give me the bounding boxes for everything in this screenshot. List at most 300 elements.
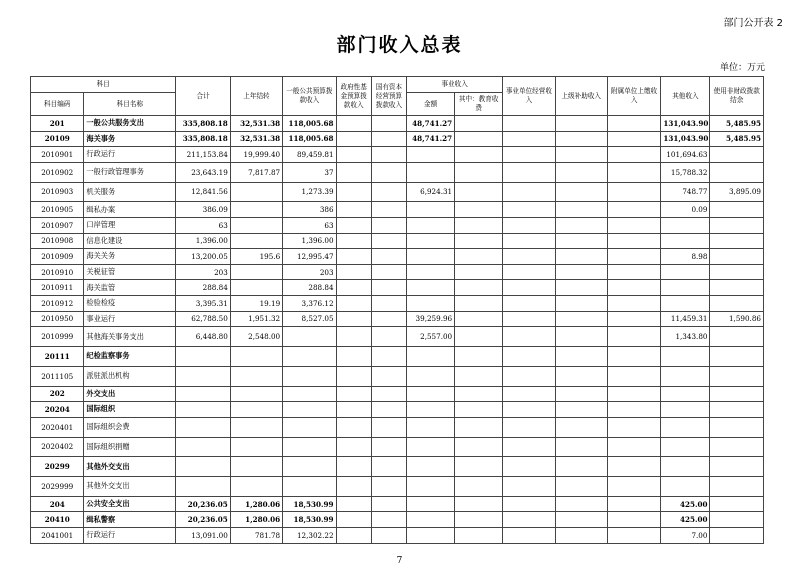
cell-business-unit-op <box>503 346 555 366</box>
cell-other-income <box>661 402 710 418</box>
cell-gov-fund <box>336 437 371 457</box>
cell-other-income: 7.00 <box>661 528 710 544</box>
cell-superior-subsidy <box>555 280 607 296</box>
cell-business-unit-op <box>503 202 555 218</box>
cell-affiliated <box>607 477 660 497</box>
cell-edu-fee <box>455 116 503 132</box>
cell-gov-fund <box>336 264 371 280</box>
cell-carryover <box>230 417 282 437</box>
cell-gov-fund <box>336 402 371 418</box>
cell-affiliated <box>607 116 660 132</box>
cell-code: 2029999 <box>31 477 84 497</box>
cell-non-fiscal <box>710 417 764 437</box>
cell-other-income <box>661 280 710 296</box>
cell-affiliated <box>607 402 660 418</box>
table-row <box>31 311 764 327</box>
cell-superior-subsidy <box>555 116 607 132</box>
cell-other-income <box>661 437 710 457</box>
cell-edu-fee <box>455 162 503 182</box>
header-carryover: 上年结转 <box>230 77 282 116</box>
table-row <box>31 477 764 497</box>
cell-gov-fund <box>336 528 371 544</box>
cell-state-capital <box>371 202 406 218</box>
cell-non-fiscal: 1,590.86 <box>710 311 764 327</box>
cell-amount <box>407 346 455 366</box>
cell-state-capital <box>371 528 406 544</box>
cell-edu-fee <box>455 147 503 163</box>
cell-superior-subsidy <box>555 217 607 233</box>
cell-edu-fee <box>455 182 503 202</box>
cell-gov-fund <box>336 327 371 347</box>
cell-business-unit-op <box>503 264 555 280</box>
cell-amount <box>407 280 455 296</box>
cell-business-unit-op <box>503 233 555 249</box>
table-row <box>31 280 764 296</box>
header-superior-subsidy: 上级补助收入 <box>555 77 607 116</box>
cell-gov-fund <box>336 217 371 233</box>
cell-code: 20299 <box>31 457 84 477</box>
cell-total: 203 <box>176 264 230 280</box>
cell-general-budget <box>283 327 336 347</box>
cell-superior-subsidy <box>555 147 607 163</box>
cell-state-capital <box>371 162 406 182</box>
cell-total: 386.09 <box>176 202 230 218</box>
cell-total <box>176 457 230 477</box>
cell-state-capital <box>371 386 406 402</box>
cell-general-budget <box>283 477 336 497</box>
cell-business-unit-op <box>503 477 555 497</box>
cell-total: 3,395.31 <box>176 295 230 311</box>
cell-non-fiscal <box>710 346 764 366</box>
cell-name: 外交支出 <box>84 386 176 402</box>
cell-edu-fee <box>455 217 503 233</box>
cell-superior-subsidy <box>555 131 607 147</box>
cell-affiliated <box>607 512 660 528</box>
cell-non-fiscal <box>710 162 764 182</box>
cell-code: 201 <box>31 116 84 132</box>
cell-non-fiscal <box>710 457 764 477</box>
cell-other-income: 0.09 <box>661 202 710 218</box>
cell-business-unit-op <box>503 182 555 202</box>
cell-superior-subsidy <box>555 202 607 218</box>
cell-non-fiscal <box>710 249 764 265</box>
cell-other-income <box>661 295 710 311</box>
cell-amount <box>407 402 455 418</box>
cell-name: 机关服务 <box>84 182 176 202</box>
cell-affiliated <box>607 386 660 402</box>
cell-edu-fee <box>455 233 503 249</box>
cell-code: 2010910 <box>31 264 84 280</box>
cell-general-budget: 12,302.22 <box>283 528 336 544</box>
cell-state-capital <box>371 217 406 233</box>
cell-superior-subsidy <box>555 528 607 544</box>
cell-affiliated <box>607 131 660 147</box>
cell-carryover <box>230 217 282 233</box>
cell-name: 国际组织捐赠 <box>84 437 176 457</box>
cell-name: 检验检疫 <box>84 295 176 311</box>
cell-carryover: 19,999.40 <box>230 147 282 163</box>
cell-state-capital <box>371 512 406 528</box>
cell-edu-fee <box>455 402 503 418</box>
header-state-capital: 国有资本经营预算拨款收入 <box>371 77 406 116</box>
cell-amount <box>407 528 455 544</box>
cell-edu-fee <box>455 249 503 265</box>
cell-amount <box>407 264 455 280</box>
cell-superior-subsidy <box>555 346 607 366</box>
cell-general-budget: 3,376.12 <box>283 295 336 311</box>
cell-general-budget: 18,530.99 <box>283 496 336 512</box>
header-total: 合计 <box>176 77 230 116</box>
cell-business-unit-op <box>503 327 555 347</box>
cell-other-income <box>661 457 710 477</box>
cell-other-income <box>661 233 710 249</box>
cell-superior-subsidy <box>555 437 607 457</box>
cell-code: 2010911 <box>31 280 84 296</box>
table-row <box>31 147 764 163</box>
table-row <box>31 386 764 402</box>
cell-superior-subsidy <box>555 162 607 182</box>
cell-business-unit-op <box>503 496 555 512</box>
cell-code: 2011105 <box>31 366 84 386</box>
cell-superior-subsidy <box>555 182 607 202</box>
cell-business-unit-op <box>503 402 555 418</box>
cell-total <box>176 417 230 437</box>
cell-carryover <box>230 264 282 280</box>
cell-general-budget <box>283 402 336 418</box>
cell-total: 335,808.18 <box>176 116 230 132</box>
cell-name: 信息化建设 <box>84 233 176 249</box>
header-affiliated: 附属单位上缴收入 <box>607 77 660 116</box>
cell-business-unit-op <box>503 217 555 233</box>
table-row <box>31 496 764 512</box>
cell-edu-fee <box>455 327 503 347</box>
table-row <box>31 346 764 366</box>
cell-total: 335,808.18 <box>176 131 230 147</box>
cell-general-budget: 18,530.99 <box>283 512 336 528</box>
cell-general-budget <box>283 457 336 477</box>
cell-business-unit-op <box>503 116 555 132</box>
cell-edu-fee <box>455 311 503 327</box>
cell-non-fiscal <box>710 402 764 418</box>
cell-code: 2010902 <box>31 162 84 182</box>
cell-state-capital <box>371 147 406 163</box>
cell-edu-fee <box>455 366 503 386</box>
cell-affiliated <box>607 202 660 218</box>
cell-other-income: 425.00 <box>661 512 710 528</box>
cell-business-unit-op <box>503 280 555 296</box>
cell-gov-fund <box>336 162 371 182</box>
cell-name: 缉私办案 <box>84 202 176 218</box>
cell-name: 海关关务 <box>84 249 176 265</box>
cell-name: 纪检监察事务 <box>84 346 176 366</box>
cell-affiliated <box>607 496 660 512</box>
cell-carryover <box>230 346 282 366</box>
unit-label: 单位：万元 <box>719 63 765 73</box>
cell-state-capital <box>371 402 406 418</box>
cell-name: 一般行政管理事务 <box>84 162 176 182</box>
cell-total: 1,396.00 <box>176 233 230 249</box>
cell-general-budget: 118,005.68 <box>283 116 336 132</box>
cell-carryover <box>230 202 282 218</box>
cell-superior-subsidy <box>555 457 607 477</box>
cell-non-fiscal <box>710 147 764 163</box>
cell-name: 海关监管 <box>84 280 176 296</box>
cell-superior-subsidy <box>555 233 607 249</box>
table-row <box>31 116 764 132</box>
cell-total: 211,153.84 <box>176 147 230 163</box>
cell-other-income: 425.00 <box>661 496 710 512</box>
table-row <box>31 295 764 311</box>
cell-business-unit-op <box>503 512 555 528</box>
cell-general-budget <box>283 366 336 386</box>
header-gov-fund: 政府性基金预算拨款收入 <box>336 77 371 116</box>
cell-amount <box>407 477 455 497</box>
cell-amount <box>407 162 455 182</box>
cell-edu-fee <box>455 496 503 512</box>
cell-total: 288.84 <box>176 280 230 296</box>
cell-business-unit-op <box>503 162 555 182</box>
cell-state-capital <box>371 311 406 327</box>
cell-carryover <box>230 457 282 477</box>
header-subject-code: 科目编码 <box>31 93 84 116</box>
cell-name: 行政运行 <box>84 528 176 544</box>
cell-non-fiscal <box>710 437 764 457</box>
cell-business-unit-op <box>503 147 555 163</box>
cell-gov-fund <box>336 512 371 528</box>
cell-code: 2010901 <box>31 147 84 163</box>
cell-superior-subsidy <box>555 249 607 265</box>
cell-affiliated <box>607 437 660 457</box>
cell-other-income: 131,043.90 <box>661 116 710 132</box>
table-row <box>31 437 764 457</box>
cell-non-fiscal <box>710 386 764 402</box>
cell-code: 20410 <box>31 512 84 528</box>
cell-gov-fund <box>336 131 371 147</box>
header-amount: 金额 <box>407 93 455 116</box>
cell-general-budget <box>283 386 336 402</box>
table-row <box>31 217 764 233</box>
cell-amount <box>407 295 455 311</box>
income-summary-table <box>30 76 764 544</box>
table-row <box>31 528 764 544</box>
cell-affiliated <box>607 233 660 249</box>
cell-general-budget: 37 <box>283 162 336 182</box>
cell-non-fiscal: 5,485.95 <box>710 116 764 132</box>
cell-other-income: 131,043.90 <box>661 131 710 147</box>
cell-gov-fund <box>336 346 371 366</box>
cell-business-unit-op <box>503 366 555 386</box>
cell-name: 事业运行 <box>84 311 176 327</box>
cell-total: 23,643.19 <box>176 162 230 182</box>
cell-affiliated <box>607 311 660 327</box>
cell-superior-subsidy <box>555 311 607 327</box>
cell-other-income <box>661 346 710 366</box>
cell-amount: 48,741.27 <box>407 131 455 147</box>
table-row <box>31 182 764 202</box>
cell-total <box>176 437 230 457</box>
cell-affiliated <box>607 249 660 265</box>
cell-carryover: 32,531.38 <box>230 131 282 147</box>
cell-total: 63 <box>176 217 230 233</box>
cell-superior-subsidy <box>555 402 607 418</box>
cell-edu-fee <box>455 264 503 280</box>
table-row <box>31 366 764 386</box>
cell-business-unit-op <box>503 295 555 311</box>
cell-edu-fee <box>455 477 503 497</box>
cell-amount <box>407 417 455 437</box>
cell-general-budget: 8,527.05 <box>283 311 336 327</box>
cell-business-unit-op <box>503 528 555 544</box>
cell-gov-fund <box>336 295 371 311</box>
table-row <box>31 131 764 147</box>
cell-name: 国际组织会费 <box>84 417 176 437</box>
cell-state-capital <box>371 295 406 311</box>
cell-state-capital <box>371 477 406 497</box>
cell-carryover <box>230 402 282 418</box>
header-business-income: 事业收入 <box>407 77 503 93</box>
cell-amount: 48,741.27 <box>407 116 455 132</box>
cell-total: 12,841.56 <box>176 182 230 202</box>
cell-other-income <box>661 217 710 233</box>
cell-name: 缉私警察 <box>84 512 176 528</box>
cell-total <box>176 346 230 366</box>
table-row <box>31 264 764 280</box>
cell-non-fiscal <box>710 280 764 296</box>
cell-general-budget: 386 <box>283 202 336 218</box>
cell-amount <box>407 217 455 233</box>
cell-total <box>176 386 230 402</box>
cell-superior-subsidy <box>555 327 607 347</box>
cell-affiliated <box>607 162 660 182</box>
page-title: 部门收入总表 <box>336 34 463 56</box>
cell-other-income <box>661 386 710 402</box>
cell-general-budget <box>283 437 336 457</box>
cell-name: 口岸管理 <box>84 217 176 233</box>
cell-non-fiscal <box>710 366 764 386</box>
cell-total <box>176 402 230 418</box>
cell-gov-fund <box>336 249 371 265</box>
header-non-fiscal: 使用非财政拨款结余 <box>710 77 764 116</box>
table-row <box>31 512 764 528</box>
cell-gov-fund <box>336 457 371 477</box>
cell-total: 6,448.80 <box>176 327 230 347</box>
cell-gov-fund <box>336 233 371 249</box>
cell-business-unit-op <box>503 417 555 437</box>
cell-gov-fund <box>336 280 371 296</box>
cell-business-unit-op <box>503 249 555 265</box>
cell-carryover: 19.19 <box>230 295 282 311</box>
table-row <box>31 327 764 347</box>
cell-affiliated <box>607 217 660 233</box>
cell-edu-fee <box>455 457 503 477</box>
cell-name: 其他外交支出 <box>84 477 176 497</box>
cell-state-capital <box>371 437 406 457</box>
cell-general-budget: 12,995.47 <box>283 249 336 265</box>
cell-state-capital <box>371 233 406 249</box>
cell-carryover: 1,951.32 <box>230 311 282 327</box>
cell-amount <box>407 202 455 218</box>
cell-edu-fee <box>455 386 503 402</box>
cell-business-unit-op <box>503 131 555 147</box>
cell-general-budget: 1,273.39 <box>283 182 336 202</box>
cell-carryover: 32,531.38 <box>230 116 282 132</box>
cell-name: 其他海关事务支出 <box>84 327 176 347</box>
cell-gov-fund <box>336 417 371 437</box>
cell-general-budget: 288.84 <box>283 280 336 296</box>
cell-state-capital <box>371 457 406 477</box>
cell-carryover: 781.78 <box>230 528 282 544</box>
cell-other-income: 8.98 <box>661 249 710 265</box>
cell-code: 2010909 <box>31 249 84 265</box>
cell-business-unit-op <box>503 386 555 402</box>
cell-edu-fee <box>455 417 503 437</box>
cell-amount <box>407 496 455 512</box>
header-edu-fee: 其中：教育收费 <box>455 93 503 116</box>
cell-gov-fund <box>336 386 371 402</box>
cell-business-unit-op <box>503 437 555 457</box>
cell-amount <box>407 366 455 386</box>
cell-business-unit-op <box>503 457 555 477</box>
table-row <box>31 162 764 182</box>
cell-amount <box>407 147 455 163</box>
cell-other-income: 101,694.63 <box>661 147 710 163</box>
cell-affiliated <box>607 147 660 163</box>
cell-code: 204 <box>31 496 84 512</box>
header-business-unit-op: 事业单位经营收入 <box>503 77 555 116</box>
cell-state-capital <box>371 417 406 437</box>
form-tag: 部门公开表 2 <box>723 18 783 29</box>
cell-non-fiscal <box>710 233 764 249</box>
header-general-budget: 一般公共预算拨款收入 <box>283 77 336 116</box>
cell-name: 关税征管 <box>84 264 176 280</box>
cell-edu-fee <box>455 131 503 147</box>
cell-affiliated <box>607 528 660 544</box>
cell-code: 2020402 <box>31 437 84 457</box>
cell-state-capital <box>371 366 406 386</box>
cell-total: 13,200.05 <box>176 249 230 265</box>
cell-name: 海关事务 <box>84 131 176 147</box>
cell-state-capital <box>371 131 406 147</box>
cell-amount: 6,924.31 <box>407 182 455 202</box>
cell-affiliated <box>607 346 660 366</box>
cell-name: 一般公共服务支出 <box>84 116 176 132</box>
cell-gov-fund <box>336 182 371 202</box>
cell-edu-fee <box>455 512 503 528</box>
cell-carryover: 195.6 <box>230 249 282 265</box>
cell-affiliated <box>607 366 660 386</box>
cell-other-income <box>661 366 710 386</box>
cell-general-budget: 89,459.81 <box>283 147 336 163</box>
cell-gov-fund <box>336 477 371 497</box>
cell-code: 2041001 <box>31 528 84 544</box>
cell-superior-subsidy <box>555 512 607 528</box>
cell-amount: 39,259.96 <box>407 311 455 327</box>
cell-code: 2010912 <box>31 295 84 311</box>
page-number: 7 <box>396 556 403 566</box>
cell-gov-fund <box>336 147 371 163</box>
cell-other-income: 11,459.31 <box>661 311 710 327</box>
cell-amount: 2,557.00 <box>407 327 455 347</box>
cell-state-capital <box>371 280 406 296</box>
header-other-income: 其他收入 <box>661 77 710 116</box>
cell-code: 2010999 <box>31 327 84 347</box>
cell-total: 20,236.05 <box>176 512 230 528</box>
cell-business-unit-op <box>503 311 555 327</box>
cell-amount <box>407 386 455 402</box>
cell-state-capital <box>371 496 406 512</box>
header-subject-name: 科目名称 <box>84 93 176 116</box>
cell-affiliated <box>607 182 660 202</box>
